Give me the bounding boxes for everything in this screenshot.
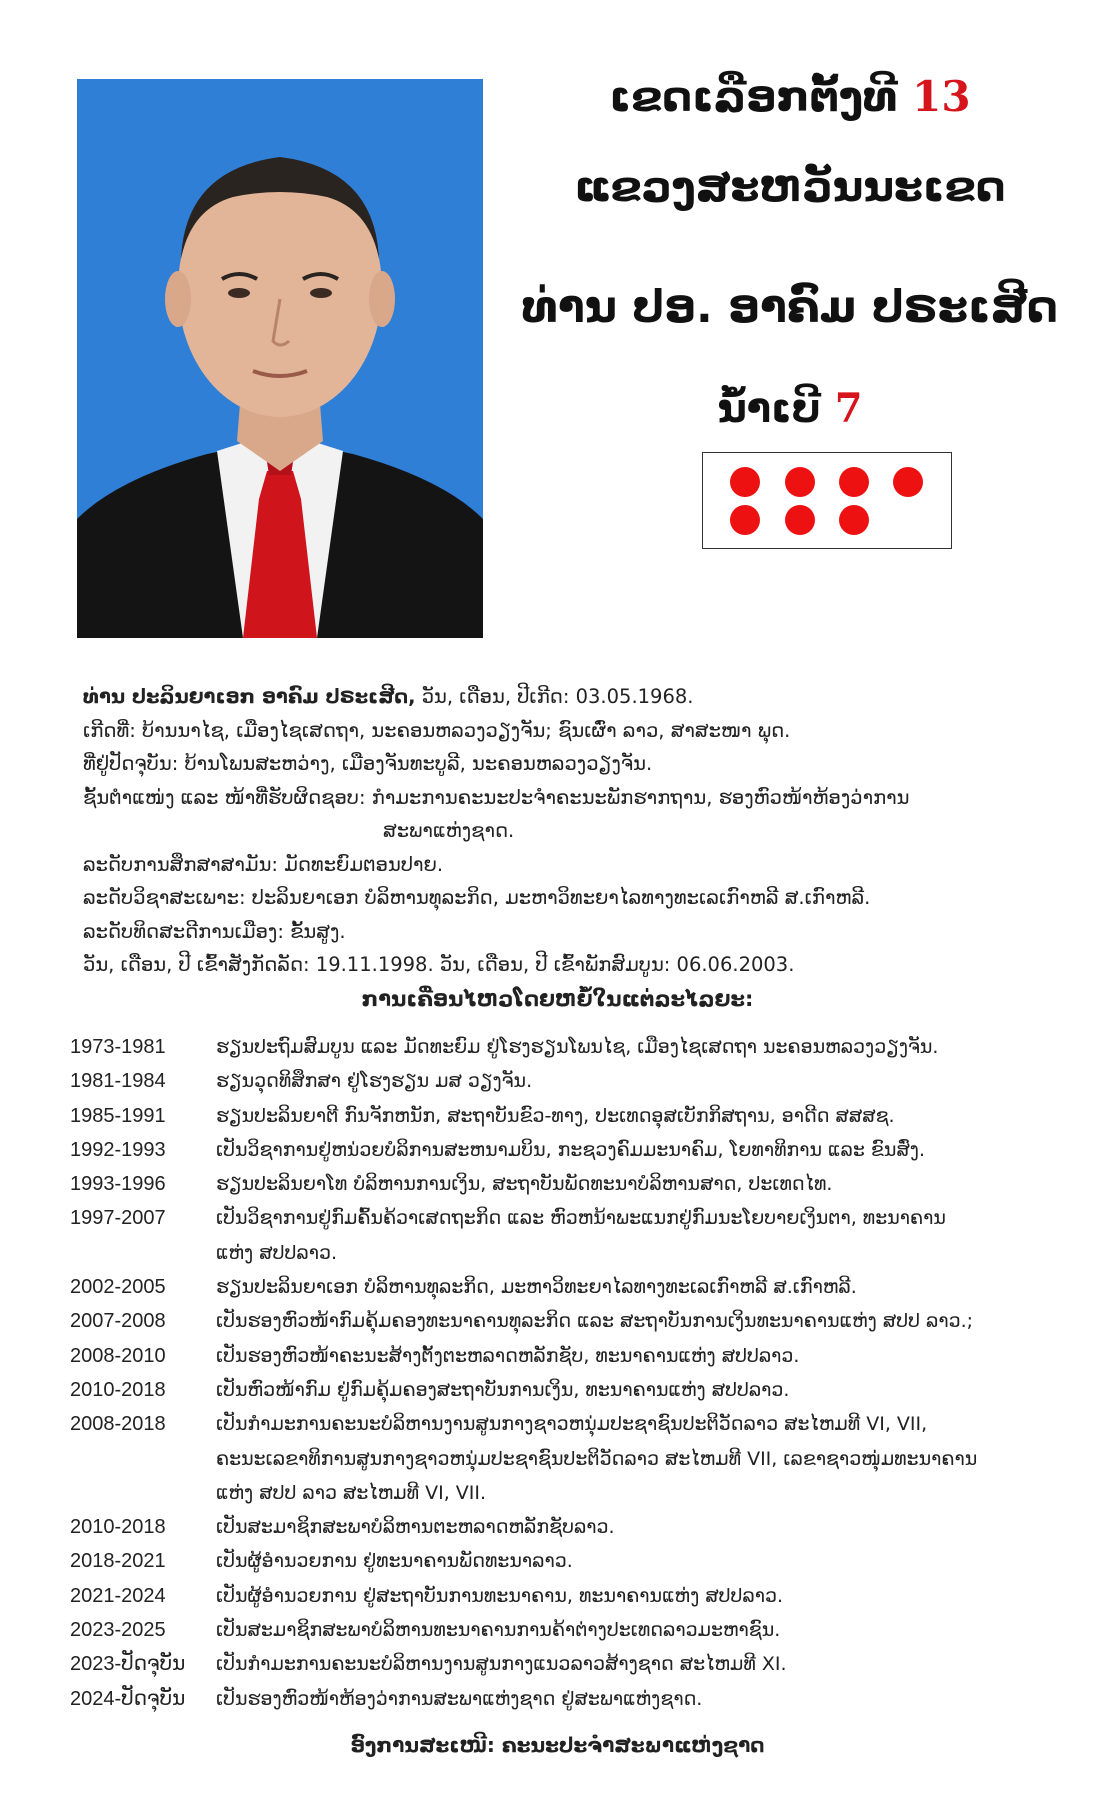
timeline-years: 1993-1996	[70, 1173, 166, 1196]
timeline-description-line: ຄະນະເລຂາທິການສູນກາງຊາວຫນຸ່ມປະຊາຊົນປະຕິວັດລາວ ສະໄຫມທີ VII, ເລຂາຊາວໜຸ່ມທະນາຄານ	[216, 1447, 978, 1470]
bio-name: ທ່ານ ປະລິນຍາເອກ ອາຄົມ ປຣະເສີດ,	[83, 685, 416, 708]
ballot-dot	[730, 467, 760, 497]
timeline-years: 1985-1991	[70, 1104, 166, 1127]
timeline-description	[216, 1099, 1080, 1133]
timeline-description-line: ເປັນວິຊາການຢູ່ກົມຄົ້ນຄ້ວາເສດຖະກິດ ແລະ ຫົວຫນ້າພະແນກຢູ່ກົມນະໂຍບາຍເງິນຕາ, ທະນາຄານ	[216, 1207, 946, 1230]
ballot-dot	[893, 467, 923, 497]
ballot-dot	[785, 467, 815, 497]
timeline-description-line: ເປັນຫົວໜ້າກົມ ຢູ່ກົມຄຸ້ມຄອງສະຖາບັນການເງິນ, ທະນາຄານແຫ່ງ ສປປລາວ.	[216, 1378, 790, 1401]
timeline-description-line: ເປັນຮອງຫົວໜ້າຫ້ອງວ່າການສະພາແຫ່ງຊາດ ຢູ່ສະພາແຫ່ງຊາດ.	[216, 1687, 703, 1710]
bio-address: ທີ່ຢູ່ປັດຈຸບັນ: ບ້ານໂພນສະຫວ່າງ, ເມືອງຈັນທະບູລີ, ນະຄອນຫລວງວຽງຈັນ.	[83, 752, 653, 775]
bio-name-birthdate	[83, 680, 1033, 714]
timeline-description	[216, 1201, 1080, 1270]
timeline-description	[216, 1613, 1080, 1647]
timeline-years: 2002-2005	[70, 1276, 166, 1299]
timeline-row	[70, 1167, 1080, 1201]
candidate-photo	[77, 79, 483, 638]
timeline-description	[216, 1544, 1080, 1578]
ballot-dot	[839, 505, 869, 535]
timeline-years: 2008-2010	[70, 1344, 166, 1367]
timeline-description	[216, 1647, 1080, 1681]
ballot-dot	[730, 505, 760, 535]
career-timeline	[70, 1030, 1080, 1716]
portrait-illustration	[77, 79, 483, 638]
timeline-years: 2023-2025	[70, 1619, 166, 1642]
ballot-heading	[490, 385, 1090, 432]
timeline-description-line: ຮຽນປະລິນຍາເອກ ບໍລິຫານທຸລະກິດ, ມະຫາວິທະຍາໄລທາງທະເລເກົາຫລີ ສ.ເກົາຫລີ.	[216, 1276, 857, 1299]
timeline-row	[70, 1099, 1080, 1133]
timeline-description	[216, 1304, 1080, 1338]
timeline-years: 2010-2018	[70, 1516, 166, 1539]
timeline-description-line: ຮຽນປະລິນຍາໂທ ບໍລິຫານການເງິນ, ສະຖາບັນພັດທະນາບໍລິຫານສາດ, ປະເທດໄທ.	[216, 1173, 833, 1196]
timeline-row	[70, 1407, 1080, 1510]
timeline-row	[70, 1373, 1080, 1407]
timeline-row	[70, 1579, 1080, 1613]
biography	[83, 680, 1033, 982]
timeline-row	[70, 1510, 1080, 1544]
timeline-description-line: ເປັນສະມາຊິກສະພາບໍລິຫານທະນາຄານການຄ້າຕ່າງປະເທດລາວມະຫາຊົນ.	[216, 1619, 781, 1642]
bio-general-education: ລະດັບການສຶກສາສາມັນ: ມັດທະຍົມຕອນປາຍ.	[83, 852, 444, 876]
timeline-description-line: ຮຽນວຸດທິສຶກສາ ຢູ່ໂຮງຮຽນ ມສ ວຽງຈັນ.	[216, 1070, 533, 1093]
ballot-dot	[839, 467, 869, 497]
timeline-years: 2018-2021	[70, 1550, 166, 1573]
district-heading	[490, 72, 1090, 121]
bio-position: ຊັ້ນຕໍາແໜ່ງ ແລະ ໜ້າທີ່ຮັບຜິດຊອບ: ກໍາມະການຄະນະປະຈໍາຄະນະພັກຮາກຖານ, ຮອງຫົວໜ້າຫ້ອງວ່າການ	[83, 785, 910, 809]
timeline-description	[216, 1339, 1080, 1373]
timeline-description	[216, 1270, 1080, 1304]
province-heading: ແຂວງສະຫວັນນະເຂດ	[574, 162, 1006, 211]
bio-political-theory: ລະດັບທິດສະດີການເມືອງ: ຂັ້ນສູງ.	[83, 919, 346, 943]
district-label: ເຂດເລືອກຕັ້ງທີ	[609, 72, 898, 121]
district-number: 13	[912, 72, 971, 121]
timeline-years: 1997-2007	[70, 1207, 166, 1230]
timeline-row	[70, 1270, 1080, 1304]
timeline-row	[70, 1201, 1080, 1270]
timeline-description-line: ເປັນວິຊາການຢູ່ຫນ່ວຍບໍລິການສະຫນາມບິນ, ກະຊວງຄົມມະນາຄົມ, ໂຍທາທິການ ແລະ ຂົນສົ່ງ.	[216, 1138, 926, 1161]
timeline-row	[70, 1647, 1080, 1681]
ballot-dots-box	[702, 452, 952, 549]
ballot-number: 7	[834, 385, 863, 432]
timeline-description-line: ເປັນຜູ້ອໍານວຍການ ຢູ່ທະນາຄານພັດທະນາລາວ.	[216, 1550, 573, 1573]
bio-specialization: ລະດັບວິຊາສະເພາະ: ປະລິນຍາເອກ ບໍລິຫານທຸລະກິດ, ມະຫາວິທະຍາໄລທາງທະເລເກົາຫລີ ສ.ເກົາຫລີ.	[83, 886, 871, 909]
timeline-description-line: ຮຽນປະລິນຍາຕີ ກົນຈັກຫນັກ, ສະຖາບັນຂົວ-ທາງ, ປະເທດອຸສເບັກກິສຖານ, ອາດີດ ສສສຊ.	[216, 1104, 895, 1127]
timeline-description-line: ແຫ່ງ ສປປລາວ.	[216, 1241, 337, 1264]
timeline-years: 2024-ປັດຈຸບັນ	[70, 1687, 186, 1710]
timeline-row	[70, 1064, 1080, 1098]
bio-birthdate: ວັນ, ເດືອນ, ປີເກີດ: 03.05.1968.	[415, 685, 694, 708]
timeline-description	[216, 1064, 1080, 1098]
timeline-description	[216, 1682, 1080, 1716]
timeline-description-line: ເປັນຮອງຫົວໜ້າກົມຄຸ້ມຄອງທະນາຄານທຸລະກິດ ແລະ ສະຖາບັນການເງິນທະນາຄານແຫ່ງ ສປປ ລາວ.;	[216, 1310, 974, 1333]
timeline-description	[216, 1133, 1080, 1167]
timeline-description-line: ເປັນຮອງຫົວໜ້າຄະນະສ້າງຕັ້ງຕະຫລາດຫລັກຊັບ, ທະນາຄານແຫ່ງ ສປປລາວ.	[216, 1344, 800, 1367]
timeline-row	[70, 1133, 1080, 1167]
timeline-description	[216, 1407, 1080, 1510]
timeline-years: 1981-1984	[70, 1070, 166, 1093]
timeline-description-line: ແຫ່ງ ສປປ ລາວ ສະໄຫມທີ VI, VII.	[216, 1481, 487, 1504]
timeline-years: 1973-1981	[70, 1036, 166, 1058]
bio-position-cont: ສະພາແຫ່ງຊາດ.	[383, 819, 515, 842]
bio-service-dates: ວັນ, ເດືອນ, ປີ ເຂົ້າສັງກັດລັດ: 19.11.1998. ວັນ, ເດືອນ, ປີ ເຂົ້າພັກສົມບູນ: 06.06.2003.	[83, 953, 795, 976]
timeline-row	[70, 1030, 1080, 1064]
timeline-row	[70, 1304, 1080, 1338]
timeline-description	[216, 1579, 1080, 1613]
bio-birthplace: ເກີດທີ່: ບ້ານນາໄຊ, ເມືອງໄຊເສດຖາ, ນະຄອນຫລວງວຽງຈັນ; ຊົນເຜົ່າ ລາວ, ສາສະໜາ ພຸດ.	[83, 718, 791, 742]
ballot-label: ນໍ້າເບີ	[717, 386, 821, 432]
timeline-years: 2007-2008	[70, 1310, 166, 1333]
timeline-years: 2010-2018	[70, 1378, 166, 1401]
timeline-years: 2021-2024	[70, 1584, 166, 1607]
timeline-description-line: ເປັນກໍາມະການຄະນະບໍລິຫານງານສູນກາງຊາວຫນຸ່ມປະຊາຊົນປະຕິວັດລາວ ສະໄຫມທີ VI, VII,	[216, 1413, 928, 1436]
timeline-description	[216, 1030, 1080, 1064]
timeline-heading: ການເຄື່ອນໄຫວໂດຍຫຍໍ້ໃນແຕ່ລະໄລຍະ:	[361, 987, 754, 1011]
timeline-years: 2023-ປັດຈຸບັນ	[70, 1653, 186, 1676]
timeline-row	[70, 1613, 1080, 1647]
candidate-name: ທ່ານ ປອ. ອາຄົມ ປຣະເສີດ	[521, 282, 1059, 333]
timeline-description	[216, 1167, 1080, 1201]
timeline-row	[70, 1682, 1080, 1716]
timeline-description-line: ເປັນຜູ້ອໍານວຍການ ຢູ່ສະຖາບັນການທະນາຄານ, ທະນາຄານແຫ່ງ ສປປລາວ.	[216, 1584, 784, 1607]
timeline-description	[216, 1510, 1080, 1544]
timeline-description-line: ເປັນກໍາມະການຄະນະບໍລິຫານງານສູນກາງແນວລາວສ້າງຊາດ ສະໄຫມທີ XI.	[216, 1653, 787, 1676]
timeline-years: 2008-2018	[70, 1413, 166, 1436]
timeline-row	[70, 1339, 1080, 1373]
timeline-row	[70, 1544, 1080, 1578]
timeline-years: 1992-1993	[70, 1138, 166, 1161]
timeline-description-line: ເປັນສະມາຊິກສະພາບໍລິຫານຕະຫລາດຫລັກຊັບລາວ.	[216, 1516, 615, 1539]
ballot-dot	[785, 505, 815, 535]
timeline-description-line: ຮຽນປະຖົມສົມບູນ ແລະ ມັດທະຍົມ ຢູ່ໂຮງຮຽນໂພນໄຊ, ເມືອງໄຊເສດຖາ ນະຄອນຫລວງວຽງຈັນ.	[216, 1036, 939, 1058]
nominating-body: ອົງການສະເໜີ: ຄະນະປະຈໍາສະພາແຫ່ງຊາດ	[350, 1733, 765, 1757]
timeline-description	[216, 1373, 1080, 1407]
